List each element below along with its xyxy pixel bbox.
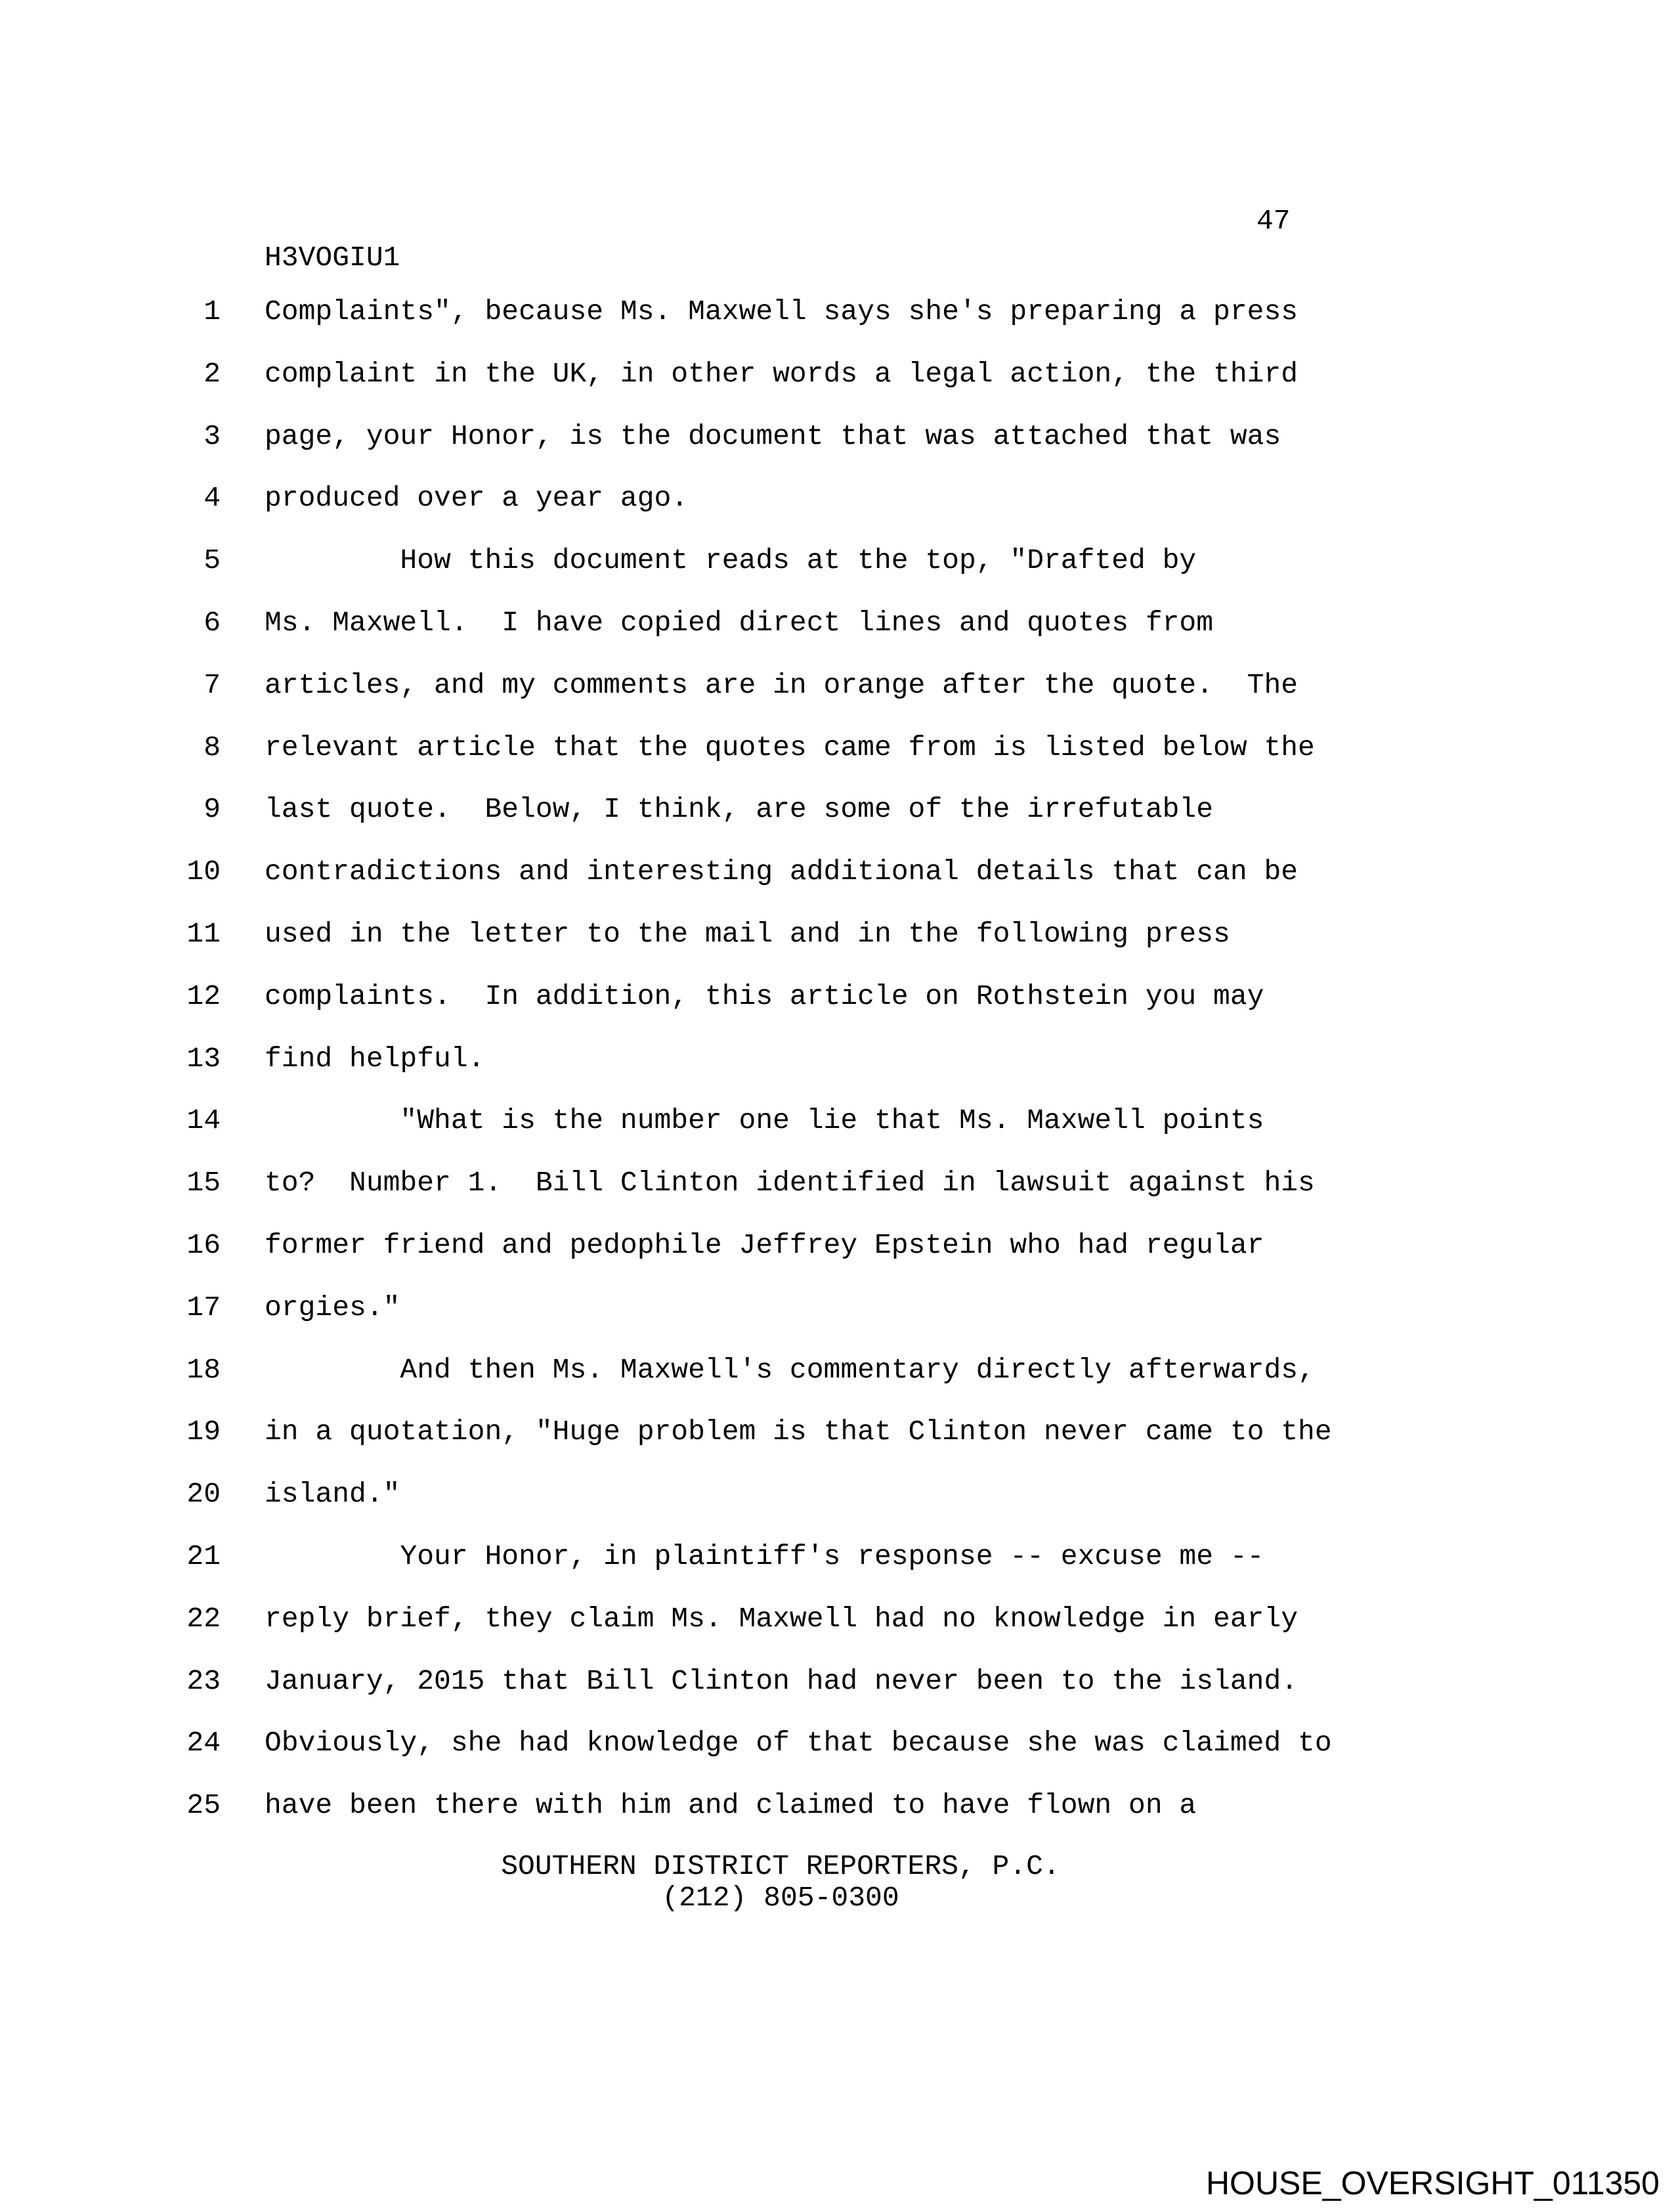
line-number: 19 [186, 1416, 221, 1448]
transcript-line [0, 1229, 1674, 1269]
transcript-line [0, 1167, 1674, 1206]
line-number: 23 [186, 1664, 221, 1697]
line-text: complaints. In addition, this article on Rothstein you may [265, 980, 1264, 1012]
line-number: 8 [204, 731, 221, 764]
line-text: reply brief, they claim Ms. Maxwell had no knowledge in early [265, 1602, 1298, 1635]
transcript-line [0, 358, 1674, 397]
line-text: island." [265, 1478, 400, 1511]
transcript-line [0, 1104, 1674, 1144]
line-text: in a quotation, "Huge problem is that Clinton never came to the [265, 1416, 1332, 1448]
line-text: have been there with him and claimed to have flown on a [265, 1789, 1197, 1822]
line-text: And then Ms. Maxwell's commentary directly afterwards, [265, 1353, 1315, 1386]
line-text: orgies." [265, 1291, 400, 1324]
line-text: How this document reads at the top, "Drafted by [265, 544, 1197, 577]
line-text: used in the letter to the mail and in the following press [265, 918, 1230, 950]
line-text: January, 2015 that Bill Clinton had never been to the island. [265, 1664, 1298, 1697]
line-number: 22 [186, 1602, 221, 1635]
transcript-line [0, 1043, 1674, 1082]
transcript-line [0, 731, 1674, 771]
transcript-line [0, 482, 1674, 521]
line-number: 2 [204, 357, 221, 390]
line-text: Ms. Maxwell. I have copied direct lines and quotes from [265, 607, 1214, 639]
line-number: 9 [204, 793, 221, 826]
transcript-line [0, 1603, 1674, 1642]
line-text: Obviously, she had knowledge of that because she was claimed to [265, 1727, 1332, 1760]
transcript-line [0, 295, 1674, 335]
transcript-line [0, 1291, 1674, 1331]
transcript-line [0, 918, 1674, 957]
line-number: 25 [186, 1789, 221, 1822]
line-number: 10 [186, 856, 221, 888]
line-number: 3 [204, 420, 221, 452]
line-text: find helpful. [265, 1042, 485, 1075]
transcript-line [0, 420, 1674, 460]
session-id: H3VOGIU1 [265, 242, 400, 274]
transcript-line [0, 1416, 1674, 1455]
transcript-line [0, 607, 1674, 646]
bates-number: HOUSE_OVERSIGHT_011350 [1205, 2165, 1660, 2201]
transcript-line [0, 1789, 1674, 1829]
line-text: "What is the number one lie that Ms. Maxwell points [265, 1104, 1264, 1137]
line-text: relevant article that the quotes came from is listed below the [265, 731, 1315, 764]
line-text: contradictions and interesting additional details that can be [265, 856, 1298, 888]
line-text: Complaints", because Ms. Maxwell says she's preparing a press [265, 295, 1298, 328]
line-number: 11 [186, 918, 221, 950]
line-number: 15 [186, 1167, 221, 1200]
transcript-line [0, 669, 1674, 708]
line-number: 5 [204, 544, 221, 577]
line-number: 16 [186, 1229, 221, 1261]
transcript-line [0, 1478, 1674, 1517]
transcript-line [0, 793, 1674, 833]
line-text: page, your Honor, is the document that was attached that was [265, 420, 1281, 452]
line-text: to? Number 1. Bill Clinton identified in lawsuit against his [265, 1167, 1315, 1200]
line-text: articles, and my comments are in orange after the quote. The [265, 668, 1298, 701]
line-text: complaint in the UK, in other words a legal action, the third [265, 357, 1298, 390]
line-number: 17 [186, 1291, 221, 1324]
line-number: 24 [186, 1727, 221, 1760]
line-text: last quote. Below, I think, are some of the irrefutable [265, 793, 1214, 826]
transcript-line [0, 1727, 1674, 1766]
line-number: 21 [186, 1540, 221, 1572]
line-text: produced over a year ago. [265, 482, 689, 515]
line-number: 4 [204, 482, 221, 515]
line-number: 18 [186, 1353, 221, 1386]
line-text: Your Honor, in plaintiff's response -- excuse me -- [265, 1540, 1264, 1572]
line-number: 14 [186, 1104, 221, 1137]
line-number: 6 [204, 607, 221, 639]
line-text: former friend and pedophile Jeffrey Epstein who had regular [265, 1229, 1264, 1261]
line-number: 1 [204, 295, 221, 328]
line-number: 20 [186, 1478, 221, 1511]
transcript-line [0, 1665, 1674, 1704]
transcript-line [0, 1354, 1674, 1393]
transcript-line [0, 980, 1674, 1020]
line-number: 13 [186, 1042, 221, 1075]
line-number: 7 [204, 668, 221, 701]
transcript-line [0, 544, 1674, 584]
line-number: 12 [186, 980, 221, 1012]
footer-phone: (212) 805-0300 [662, 1882, 899, 1914]
page-number: 47 [1256, 205, 1291, 237]
transcript-line [0, 856, 1674, 895]
transcript-line [0, 1540, 1674, 1580]
footer-reporter: SOUTHERN DISTRICT REPORTERS, P.C. [501, 1850, 1060, 1882]
